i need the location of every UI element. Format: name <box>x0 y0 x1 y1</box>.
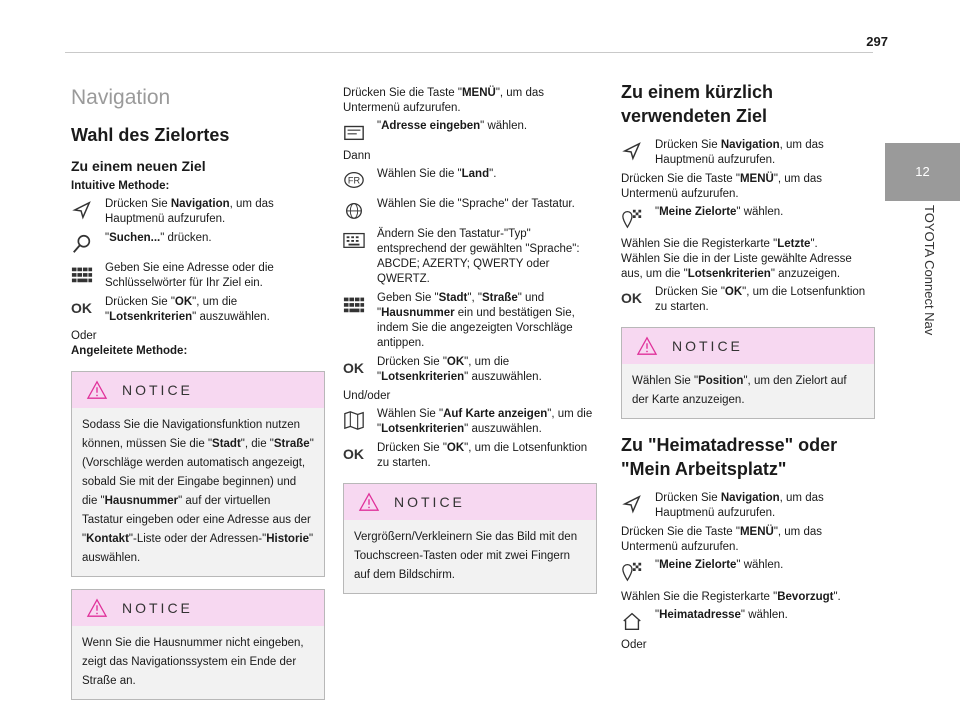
text-block <box>621 525 875 555</box>
column-2 <box>343 86 597 604</box>
text: " wählen. <box>480 120 528 132</box>
column-1 <box>71 80 325 710</box>
text: " auszuwählen. <box>464 423 542 435</box>
text: ", um das Untermenü aufzurufen. <box>343 87 544 114</box>
chapter-label: TOYOTA Connect Nav <box>922 205 937 336</box>
text: ", um die Lotsenfunktion zu starten. <box>655 286 866 313</box>
language-globe-icon <box>343 197 377 223</box>
text-bold: OK <box>446 442 465 454</box>
text: " <box>377 120 382 132</box>
text: " drücken. <box>160 232 212 244</box>
notice-body <box>72 408 324 576</box>
text: " <box>655 206 660 218</box>
warning-icon <box>86 598 108 618</box>
text: " auf der virtuellen Tastatur eingeben oder eine Adresse aus der " <box>82 495 311 545</box>
text: Wählen Sie die Registerkarte " <box>621 591 778 603</box>
navigation-arrow-icon <box>621 491 655 517</box>
oder-text: Oder <box>621 639 647 651</box>
heading-wahl: Wahl des Zielortes <box>71 125 230 145</box>
step-stadt <box>343 291 597 351</box>
notice-body: Vergrößern/Verkleinern Sie das Bild mit den Touchscreen-Tasten oder mit zwei Fingern auf dem Bildschirm. <box>344 520 596 593</box>
text-bold: Lotsenkriterien <box>381 423 465 435</box>
text: Ändern Sie den Tastatur-"Typ" entsprechend der gewählten "Sprache": ABCDE; AZERTY; QWERTY oder QWERTZ. <box>377 228 580 285</box>
text: ", " <box>467 292 482 304</box>
step-search <box>71 231 325 257</box>
address-entry-icon <box>343 119 377 145</box>
text-bold: Hausnummer <box>381 307 455 319</box>
page-number: 297 <box>866 34 888 49</box>
notice-box <box>71 371 325 577</box>
text-bold: MENÜ <box>739 173 774 185</box>
text-bold: OK <box>446 356 465 368</box>
text: " <box>105 232 110 244</box>
dann-text: Dann <box>343 150 371 162</box>
text: ". <box>489 168 497 180</box>
text: " auszuwählen. <box>464 371 542 383</box>
text: Sodass Sie die Navigationsfunktion nutzen können, müssen Sie die " <box>82 419 301 450</box>
notice-header <box>622 328 874 364</box>
step-navigation <box>621 138 875 168</box>
search-icon <box>71 231 105 257</box>
text: " auszuwählen. <box>192 311 270 323</box>
text: Drücken Sie " <box>655 286 725 298</box>
step-ok2 <box>343 441 597 471</box>
step-keyboard <box>71 261 325 291</box>
text: Wählen Sie die " <box>377 168 462 180</box>
ok-icon: OK <box>343 445 364 462</box>
text: Wählen Sie " <box>377 408 444 420</box>
text: ", die " <box>240 438 274 450</box>
step-ok <box>343 355 597 385</box>
step-sprache <box>343 197 597 223</box>
step-karte <box>343 407 597 437</box>
text-block <box>621 252 875 282</box>
text-bold: Heimatadresse <box>659 609 741 621</box>
text: Wählen Sie die in der Liste gewählte Adresse aus, um die " <box>621 253 852 280</box>
home-icon <box>621 608 655 634</box>
text-bold: Auf Karte anzeigen <box>443 408 548 420</box>
text: Geben Sie " <box>377 292 439 304</box>
notice-title: NOTICE <box>122 381 193 398</box>
navigation-arrow-icon <box>621 138 655 164</box>
text: Wählen Sie die Registerkarte " <box>621 238 778 250</box>
text: Drücken Sie " <box>105 296 175 308</box>
text: " und " <box>377 292 545 319</box>
country-fr-icon <box>343 167 377 193</box>
text-bold: Suchen... <box>109 232 161 244</box>
step-zielorte <box>621 205 875 231</box>
text: Drücken Sie " <box>377 356 447 368</box>
text: " wählen. <box>736 559 784 571</box>
text: ", um die " <box>377 356 510 383</box>
text: , um das Hauptmenü aufzurufen. <box>105 198 274 225</box>
text: Geben Sie eine Adresse oder die Schlüsselwörter für Ihr Ziel ein. <box>105 262 274 289</box>
text: ", um den Zielort auf der Karte anzuzeigen. <box>632 375 847 406</box>
text-bold: Navigation <box>720 139 780 151</box>
oder-text: Oder <box>71 330 97 342</box>
text: Drücken Sie die Taste " <box>621 173 740 185</box>
step-zielorte <box>621 558 875 584</box>
text-bold: Navigation <box>720 492 780 504</box>
text-block <box>621 237 875 252</box>
text-bold: Bevorzugt <box>777 591 834 603</box>
chapter-tab[interactable]: 12 <box>885 143 960 201</box>
notice-box <box>621 327 875 419</box>
text-bold: MENÜ <box>739 526 774 538</box>
text: ein und bestätigen Sie, indem Sie die angezeigten Vorschläge antippen. <box>377 307 575 349</box>
notice-title: NOTICE <box>122 599 193 616</box>
text-bold: Straße <box>481 292 518 304</box>
text-bold: OK <box>724 286 743 298</box>
text-bold: Navigation <box>170 198 230 210</box>
intuitive-label: Intuitive Methode: <box>71 180 170 192</box>
notice-header <box>344 484 596 520</box>
section-title: Navigation <box>71 86 171 109</box>
ok-icon: OK <box>71 299 92 316</box>
notice-header <box>72 372 324 408</box>
keyboard-icon <box>343 291 377 317</box>
destination-pin-icon <box>621 558 655 584</box>
text: ". <box>810 238 818 250</box>
warning-icon <box>358 492 380 512</box>
keyboard-type-icon <box>343 227 377 253</box>
keyboard-icon <box>71 261 105 287</box>
text-bold: Lotsenkriterien <box>109 311 193 323</box>
text-bold: Historie <box>266 533 310 545</box>
destination-pin-icon <box>621 205 655 231</box>
step-ok <box>621 285 875 315</box>
text: Drücken Sie die Taste " <box>343 87 462 99</box>
step-heimatadresse <box>621 608 875 634</box>
text: ". <box>833 591 841 603</box>
text-bold: OK <box>174 296 193 308</box>
column-3 <box>621 80 875 653</box>
text-block <box>621 172 875 202</box>
text-block <box>621 590 875 605</box>
text-bold: Meine Zielorte <box>659 559 737 571</box>
text: " auswählen. <box>82 533 314 564</box>
text: Wählen Sie die "Sprache" der Tastatur. <box>377 198 575 210</box>
warning-icon <box>636 336 658 356</box>
step-navigation <box>621 491 875 521</box>
text: " <box>655 609 660 621</box>
notice-title: NOTICE <box>672 337 743 354</box>
text: " wählen. <box>740 609 788 621</box>
text-block <box>343 86 597 116</box>
notice-header <box>72 590 324 626</box>
ok-icon: OK <box>621 289 642 306</box>
text: Drücken Sie <box>655 492 721 504</box>
text: " (Vorschläge werden automatisch angezeigt, sobald Sie mit der Eingabe beginnen) und die " <box>82 438 314 507</box>
text-bold: Hausnummer <box>104 495 179 507</box>
text: Drücken Sie die Taste " <box>621 526 740 538</box>
step-ok <box>71 295 325 325</box>
text-bold: Adresse eingeben <box>381 120 481 132</box>
text: " <box>655 559 660 571</box>
guided-label: Angeleitete Methode: <box>71 345 188 357</box>
text-bold: Kontakt <box>86 533 129 545</box>
text-bold: Lotsenkriterien <box>381 371 465 383</box>
step-address <box>343 119 597 145</box>
text: ", um die Lotsenfunktion zu starten. <box>377 442 588 469</box>
heading-heimatadresse: Zu "Heimatadresse" oder "Mein Arbeitsplatz" <box>621 435 838 479</box>
subheading-neues-ziel: Zu einem neuen Ziel <box>71 158 206 174</box>
header-rule <box>65 52 873 53</box>
text-bold: Straße <box>273 438 310 450</box>
heading-kuerzlich: Zu einem kürzlich verwendeten Ziel <box>621 82 774 126</box>
notice-box <box>343 483 597 594</box>
text-bold: MENÜ <box>461 87 496 99</box>
text-bold: Position <box>698 375 744 387</box>
text: " wählen. <box>736 206 784 218</box>
text: ", um das Untermenü aufzurufen. <box>621 526 822 553</box>
map-icon <box>343 407 377 433</box>
text-bold: Land <box>461 168 490 180</box>
step-typ <box>343 227 597 287</box>
notice-body <box>622 364 874 418</box>
text: " anzuzeigen. <box>770 268 841 280</box>
notice-body: Wenn Sie die Hausnummer nicht eingeben, zeigt das Navigationssystem ein Ende der Straße an. <box>72 626 324 699</box>
text-bold: Stadt <box>438 292 468 304</box>
text: Drücken Sie <box>655 139 721 151</box>
text-bold: Meine Zielorte <box>659 206 737 218</box>
text-bold: Lotsenkriterien <box>687 268 771 280</box>
text: ", um die " <box>105 296 238 323</box>
notice-title: NOTICE <box>394 493 465 510</box>
text: Wählen Sie " <box>632 375 699 387</box>
text-bold: Letzte <box>777 238 811 250</box>
text: Drücken Sie " <box>377 442 447 454</box>
navigation-arrow-icon <box>71 197 105 223</box>
notice-box <box>71 589 325 700</box>
chapter-sidebar <box>885 0 960 649</box>
text-bold: Stadt <box>212 438 241 450</box>
fr-label: FR <box>347 175 361 186</box>
text: "-Liste oder der Adressen-" <box>128 533 267 545</box>
text: , um das Hauptmenü aufzurufen. <box>655 139 824 166</box>
undoder-text: Und/oder <box>343 390 391 402</box>
text: , um das Hauptmenü aufzurufen. <box>655 492 824 519</box>
warning-icon <box>86 380 108 400</box>
text: ", um das Untermenü aufzurufen. <box>621 173 822 200</box>
step-navigation <box>71 197 325 227</box>
ok-icon: OK <box>343 359 364 376</box>
step-land <box>343 167 597 193</box>
text: ", um die " <box>377 408 593 435</box>
text: Drücken Sie <box>105 198 171 210</box>
